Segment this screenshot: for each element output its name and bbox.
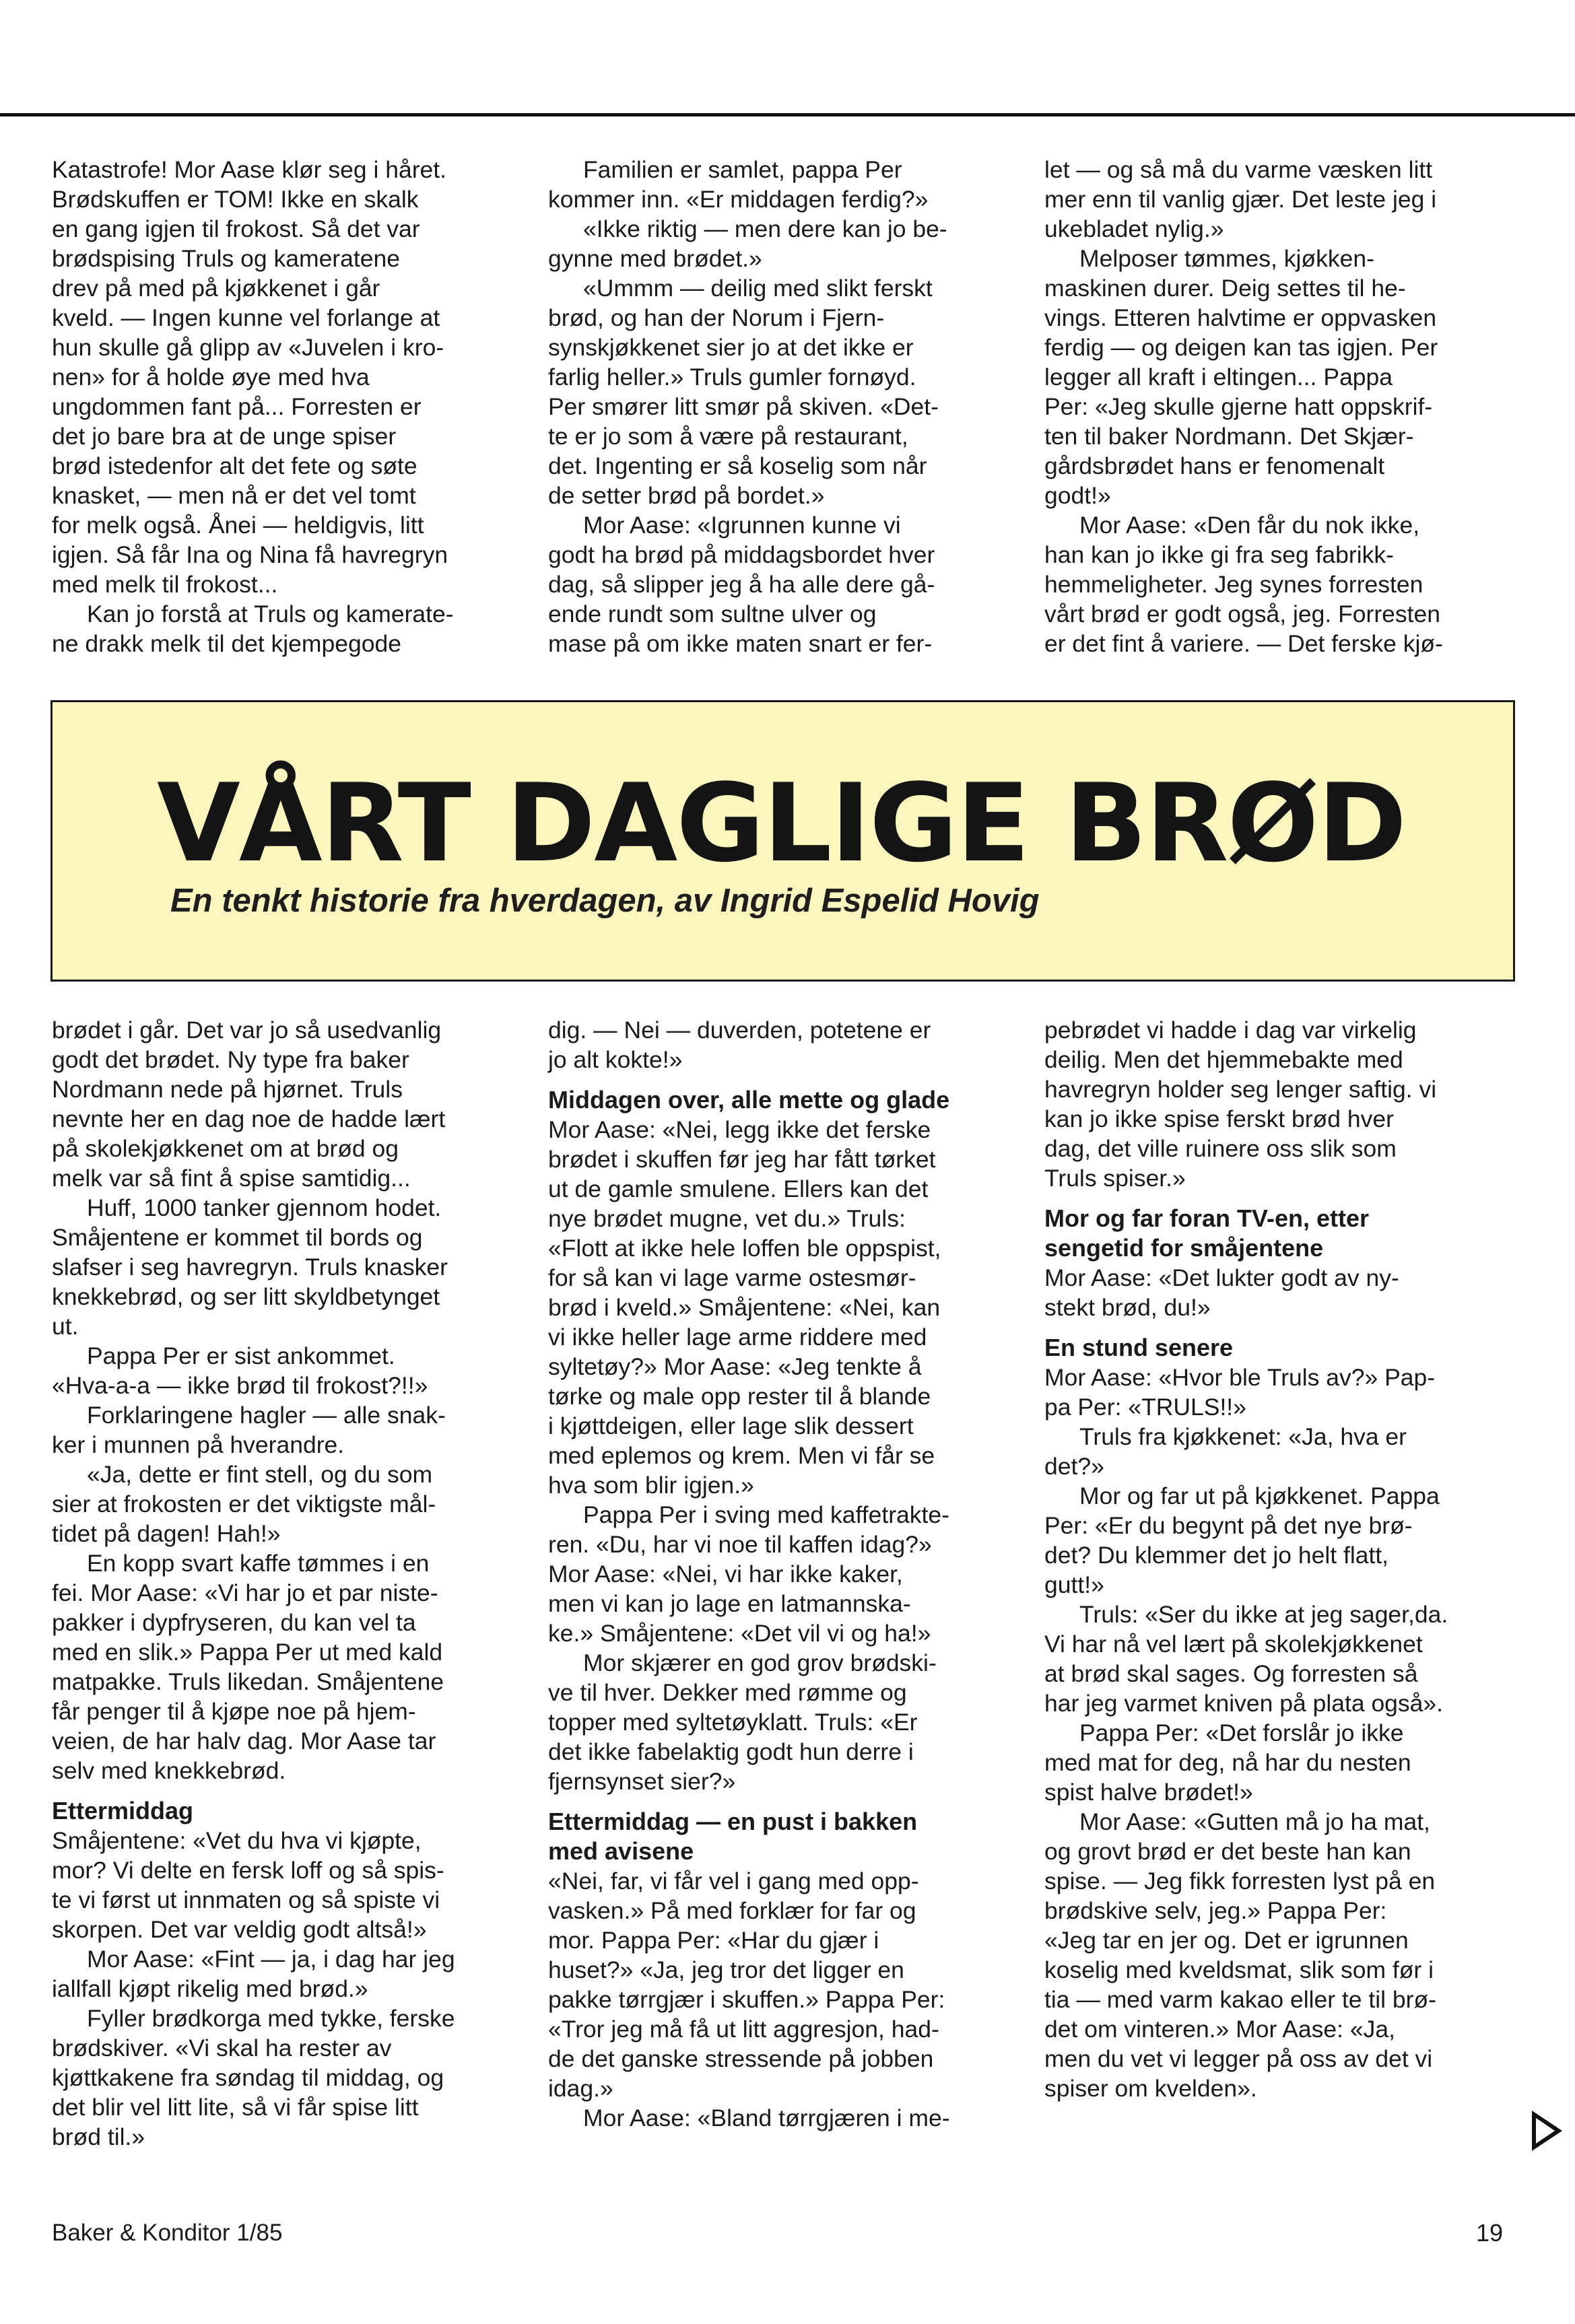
paragraph: Mor Aase: «Gutten må jo ha mat, og grovt brød er det beste han kan spise. — Jeg fikk forresten lyst på en brødskive selv, jeg.» Pappa Per: «Jeg tar en jer og. Det er igrunnen koselig med kveldsmat, slik som før i tia — med varm kakao eller te til brø- det om vinteren.» Mor Aase: «Ja, men du vet vi legger på oss av det vi spiser om kvelden». — [1044, 1808, 1436, 2102]
paragraph: pebrødet vi hadde i dag var virkelig deilig. Men det hjemmebakte med havregryn holder seg lenger saftig. vi kan jo ikke spise ferskt brød hver dag, det ville ruinere oss slik som Truls spiser.» — [1044, 1017, 1437, 1192]
paragraph: «Nei, far, vi får vel i gang med opp- vasken.» På med forklær for far og mor. Pappa Per: «Har du gjær i huset?» «Ja, jeg tror det ligger en pakke tørrgjær i skuffen.» Pappa Per: «Tror jeg må få ut litt aggresjon, had- de det ganske stressende på jobben idag.» — [548, 1868, 945, 2102]
paragraph: Truls: «Ser du ikke at jeg sager,da. Vi har nå vel lært på skolekjøkkenet at brød skal sages. Og forresten så har jeg varmet kniven på plata også». — [1044, 1601, 1448, 1717]
title-banner — [51, 700, 1515, 982]
paragraph: «Ummm — deilig med slikt ferskt brød, og han der Norum i Fjern- synskjøkkenet sier jo at det ikke er farlig heller.» Truls gumler fornøyd. Per smører litt smør på skiven. «Det- te er jo som å være på restaurant, det. Ingenting er så koselig som når de setter brød på bordet.» — [548, 275, 939, 509]
paragraph: dig. — Nei — duverden, potetene er jo alt kokte!» — [548, 1017, 931, 1073]
paragraph: Melposer tømmes, kjøkken- maskinen durer. Deig settes til he- vings. Etteren halvtime er oppvasken ferdig — og deigen kan tas igjen. Per legger all kraft i eltingen... Pappa Per: «Jeg skulle gjerne hatt oppskrif- ten til baker Nordmann. Det Skjær- gårdsbrødet hans er fenomenalt godt!» — [1044, 245, 1438, 509]
paragraph: Mor Aase: «Bland tørrgjæren i me- — [583, 2105, 950, 2131]
article-column-1 — [52, 155, 503, 658]
paragraph: Småjentene: «Vet du hva vi kjøpte, mor? Vi delte en fersk loff og så spis- te vi først ut innmaten og så spiste vi skorpen. Det var veldig godt altså!» — [52, 1827, 444, 1943]
article-title: VÅRT DAGLIGE BRØD — [157, 760, 1406, 886]
paragraph: Fyller brødkorga med tykke, ferske brødskiver. «Vi skal ha rester av kjøttkakene fra søndag til middag, og det blir vel litt lite, så vi får spise litt brød til.» — [52, 2005, 455, 2150]
paragraph: «Ikke riktig — men dere kan jo be- gynne med brødet.» — [548, 215, 947, 272]
paragraph: Pappa Per i sving med kaffetrakte- ren. «Du, har vi noe til kaffen idag?» Mor Aase: «Nei, vi har ikke kaker, men vi kan jo lage en latmannska- ke.» Småjentene: «Det vil vi og ha!» — [548, 1501, 949, 1647]
section-heading: En stund senere — [1044, 1334, 1234, 1361]
section-heading: Mor og far foran TV-en, etter sengetid for småjentene — [1044, 1204, 1370, 1262]
page-number: 19 — [1476, 2219, 1504, 2247]
paragraph: «Ja, dette er fint stell, og du som sier at frokosten er det viktigste mål- tidet på dagen! Hah!» — [52, 1461, 436, 1547]
top-rule — [0, 113, 1575, 116]
paragraph: En kopp svart kaffe tømmes i en fei. Mor Aase: «Vi har jo et par niste- pakker i dypfryseren, du kan vel ta med en slik.» Pappa Per ut med kald matpakke. Truls likedan. Småjentene får penger til å kjøpe noe på hjem- veien, de har halv dag. Mor Aase tar selv med knekkebrød. — [52, 1550, 444, 1784]
paragraph: Forklaringene hagler — alle snak- ker i munnen på hverandre. — [52, 1402, 446, 1458]
paragraph: Pappa Per: «Det forslår jo ikke med mat for deg, nå har du nesten spist halve brødet!» — [1044, 1719, 1411, 1806]
paragraph: Mor skjærer en god grov brødski- ve til hver. Dekker med rømme og topper med syltetøyklatt. Truls: «Er det ikke fabelaktig godt hun derre i fjernsynset sier?» — [548, 1649, 937, 1795]
paragraph: Mor Aase: «Igrunnen kunne vi godt ha brød på middagsbordet hver dag, så slipper jeg å ha alle dere gå- ende rundt som sultne ulver og mase på om ikke maten snart er fer- — [548, 512, 935, 657]
paragraph: Mor Aase: «Fint — ja, i dag har jeg iallfall kjøpt rikelig med brød.» — [52, 1946, 455, 2002]
section-heading: Ettermiddag — [52, 1797, 194, 1824]
article-subtitle: En tenkt historie fra hverdagen, av Ingrid Espelid Hovig — [170, 883, 1040, 919]
article-column-2 — [548, 155, 999, 658]
paragraph: let — og så må du varme væsken litt mer enn til vanlig gjær. Det leste jeg i ukebladet nylig.» — [1044, 156, 1437, 242]
paragraph: Mor Aase: «Det lukter godt av ny- stekt brød, du!» — [1044, 1264, 1399, 1321]
publication-footer: Baker & Konditor 1/85 — [52, 2220, 283, 2246]
paragraph: Truls fra kjøkkenet: «Ja, hva er det?» — [1044, 1423, 1407, 1480]
paragraph: Pappa Per er sist ankommet. «Hva-a-a — ikke brød til frokost?!!» — [52, 1342, 428, 1399]
paragraph: Kan jo forstå at Truls og kamerate- ne drakk melk til det kjempegode — [52, 601, 454, 657]
paragraph: Mor Aase: «Nei, legg ikke det ferske brødet i skuffen før jeg har fått tørket ut de gamle smulene. Ellers kan det nye brødet mugne, vet du.» Truls: «Flott at ikke hele loffen ble oppspist, for så kan vi lage varme ostesmør- brød i kveld.» Småjentene: «Nei, kan vi ikke heller lage arme riddere med syltetøy?» Mor Aase: «Jeg tenkte å tørke og male opp rester til å blande i kjøttdeigen, eller lage slik dessert med eplemos og krem. Men vi får se hva som blir igjen.» — [548, 1116, 941, 1499]
paragraph: Mor Aase: «Hvor ble Truls av?» Pap- pa Per: «TRULS!!» — [1044, 1364, 1436, 1421]
paragraph: Familien er samlet, pappa Per kommer inn. «Er middagen ferdig?» — [548, 156, 929, 213]
section-heading: Ettermiddag — en pust i bakken med avisene — [548, 1808, 918, 1865]
paragraph: Katastrofe! Mor Aase klør seg i håret. Brødskuffen er TOM! Ikke en skalk en gang igjen til frokost. Så det var brødspising Truls og kameratene drev på med på kjøkkenet i går kveld. — Ingen kunne vel forlange at hun skulle gå glipp av «Juvelen i kro- nen» for å holde øye med hva ungdommen fant på... Forresten er det jo bare bra at de unge spiser brød istedenfor alt det fete og søte knasket, — men nå er det vel tomt for melk også. Ånei — heldigvis, litt igjen. Så får Ina og Nina få havregryn med melk til frokost... — [52, 156, 448, 598]
paragraph: Mor Aase: «Den får du nok ikke, han kan jo ikke gi fra seg fabrikk- hemmeligheter. Jeg synes forresten vårt brød er godt også, jeg. Forresten er det fint å variere. — Det ferske kjø- — [1044, 512, 1443, 657]
article-column-3 — [1044, 155, 1496, 658]
article-column-5 — [548, 1015, 999, 2133]
section-heading: Middagen over, alle mette og glade — [548, 1086, 950, 1114]
paragraph: Mor og far ut på kjøkkenet. Pappa Per: «Er du begynt på det nye brø- det? Du klemmer det jo helt flatt, gutt!» — [1044, 1482, 1440, 1598]
article-column-4 — [52, 1015, 503, 2152]
paragraph: Huff, 1000 tanker gjennom hodet. Småjentene er kommet til bords og slafser i seg havregryn. Truls knasker knekkebrød, og ser litt skyldbetynget ut. — [52, 1194, 448, 1340]
article-column-6 — [1044, 1015, 1496, 2103]
paragraph: brødet i går. Det var jo så usedvanlig godt det brødet. Ny type fra baker Nordmann nede på hjørnet. Truls nevnte her en dag noe de hadde lært på skolekjøkkenet om at brød og melk var så fint å spise samtidig... — [52, 1017, 446, 1192]
continue-arrow-icon — [1532, 2111, 1562, 2151]
